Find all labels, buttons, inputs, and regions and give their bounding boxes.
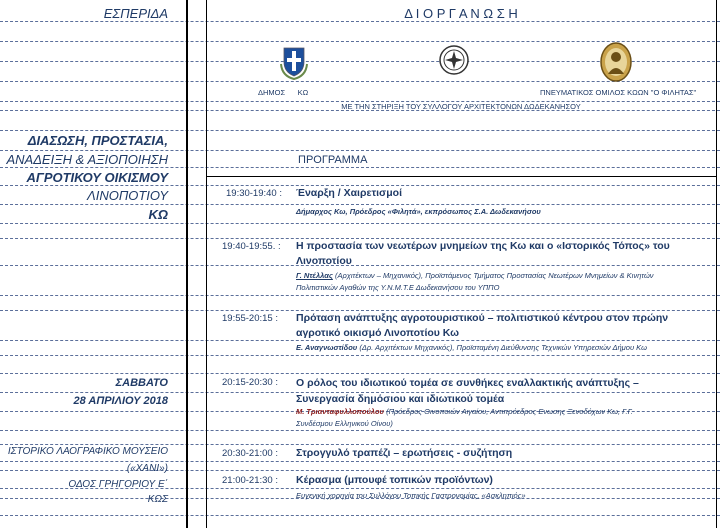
- item-speaker: Ε. Αναγνωστίδου: [296, 343, 358, 352]
- item-desc-cont: Συνδέσμου Ελληνικού Οίνου): [296, 419, 393, 428]
- item-time: 19:30-19:40 :: [226, 188, 282, 199]
- title-line-4: ΛΙΝΟΠΟΤΙΟΥ: [87, 188, 168, 203]
- support-label: ΜΕ ΤΗΝ ΣΤΗΡΙΞΗ ΤΟΥ ΣΥΛΛΟΓΟΥ ΑΡΧΙΤΕΚΤΟΝΩΝ ΔΩΔΕΚΑΝΗΣΟΥ: [341, 102, 581, 111]
- item-speaker-line: [296, 271, 654, 280]
- item-desc: (Δρ. Αρχιτέκτων Μηχανικός), Προϊσταμένη Διεύθυνσης Τεχνικών Υπηρεσιών Δήμου Κω: [357, 343, 647, 352]
- left-border-line: [186, 0, 188, 528]
- program-separator-line: [206, 176, 716, 177]
- venue-line-1: ΙΣΤΟΡΙΚΟ ΛΑΟΓΡΑΦΙΚΟ ΜΟΥΣΕΙΟ: [7, 446, 168, 457]
- philitas-portrait-icon: [600, 42, 632, 82]
- venue-line-3: ΟΔΟΣ ΓΡΗΓΟΡΙΟΥ Ε΄: [68, 479, 168, 490]
- item-speaker: Δήμαρχος Κω, Πρόεδρος «Φιλητά», εκπρόσωπος Σ.Α. Δωδεκανήσου: [296, 207, 541, 216]
- society-label: ΠΝΕΥΜΑΤΙΚΟΣ ΟΜΙΛΟΣ ΚΩΩΝ "Ο ΦΙΛΗΤΑΣ": [540, 88, 697, 97]
- item-speaker-line: [296, 407, 633, 416]
- item-time: 20:30-21:00 :: [222, 448, 278, 459]
- item-title: Στρογγυλό τραπέζι – ερωτήσεις - συζήτηση: [296, 447, 513, 459]
- greek-emblem-icon: [280, 44, 308, 80]
- item-title-cont: Συνεργασία δημόσιου και ιδιωτικού τομέα: [296, 393, 505, 405]
- item-title: Κέρασμα (μπουφέ τοπικών προϊόντων): [296, 474, 493, 486]
- item-desc: (Αρχιτέκτων – Μηχανικός), Προϊστάμενος Τμήματος Προστασίας Νεωτέρων Μνημείων & Κινητών: [332, 271, 654, 280]
- municipality-label: ΔΗΜΟΣ ΚΩ: [258, 88, 309, 97]
- item-title: Η προστασία των νεωτέρων μνημείων της Κω και ο «Ιστορικός Τόπος» του: [296, 240, 670, 252]
- item-time: 19:55-20:15 :: [222, 313, 278, 324]
- program-heading: ΠΡΟΓΡΑΜΜΑ: [298, 154, 368, 166]
- title-line-3: ΑΓΡΟΤΙΚΟΥ ΟΙΚΙΣΜΟΥ: [26, 170, 168, 185]
- item-speaker-line: [296, 343, 647, 352]
- event-date: 28 ΑΠΡΙΛΙΟΥ 2018: [73, 395, 168, 407]
- item-title: Έναρξη / Χαιρετισμοί: [296, 187, 402, 199]
- event-day: ΣΑΒΒΑΤΟ: [115, 377, 168, 389]
- item-desc-cont: Πολιτιστικών Αγαθών της Υ.Ν.Μ.Τ.Ε Δωδεκανήσου του ΥΠΠΟ: [296, 283, 500, 292]
- title-line-1: ΔΙΑΣΩΣΗ, ΠΡΟΣΤΑΣΙΑ,: [27, 133, 168, 148]
- item-speaker: Γ. Ντέλλας: [296, 271, 333, 280]
- item-title: Πρόταση ανάπτυξης αγροτουριστικού – πολιτιστικού κέντρου στον πρώην: [296, 312, 669, 324]
- inner-border-line: [206, 0, 207, 528]
- venue-line-4: ΚΩΣ: [147, 494, 168, 505]
- item-desc: Ευγενική χορηγία του Συλλόγου Τοπικής Γαστρονομίας, «Ασκληπιός»: [296, 491, 526, 500]
- venue-line-2: («ΧΑΝΙ»): [126, 463, 168, 474]
- right-border-line: [716, 0, 717, 528]
- title-line-5: ΚΩ: [148, 207, 168, 222]
- asklepios-seal-icon: [438, 44, 470, 76]
- item-time: 20:15-20:30 :: [222, 377, 278, 388]
- item-desc: (Πρόεδρος Οινοποιών Αιγαίου, Αντιπρόεδρος Ενωσης Ξενοδόχων Κω, Γ.Γ.: [384, 407, 633, 416]
- title-line-2: ΑΝΑΔΕΙΞΗ & ΑΞΙΟΠΟΙΗΣΗ: [6, 152, 168, 167]
- item-title-cont: Λινοποτίου: [296, 255, 352, 267]
- organization-heading: Δ Ι Ο Ρ Γ Α Ν Ω Σ Η: [404, 6, 518, 21]
- item-title: Ο ρόλος του ιδιωτικού τομέα σε συνθήκες εναλλακτικής ανάπτυξης –: [296, 377, 639, 389]
- item-title-cont: αγροτικό οικισμό Λινοποτίου Κω: [296, 327, 460, 339]
- esperida-label: ΕΣΠΕΡΙΔΑ: [103, 6, 168, 21]
- item-time: 21:00-21:30 :: [222, 475, 278, 486]
- item-time: 19:40-19:55. :: [222, 241, 281, 252]
- item-speaker: Μ. Τριανταφυλλοπούλου: [296, 407, 384, 416]
